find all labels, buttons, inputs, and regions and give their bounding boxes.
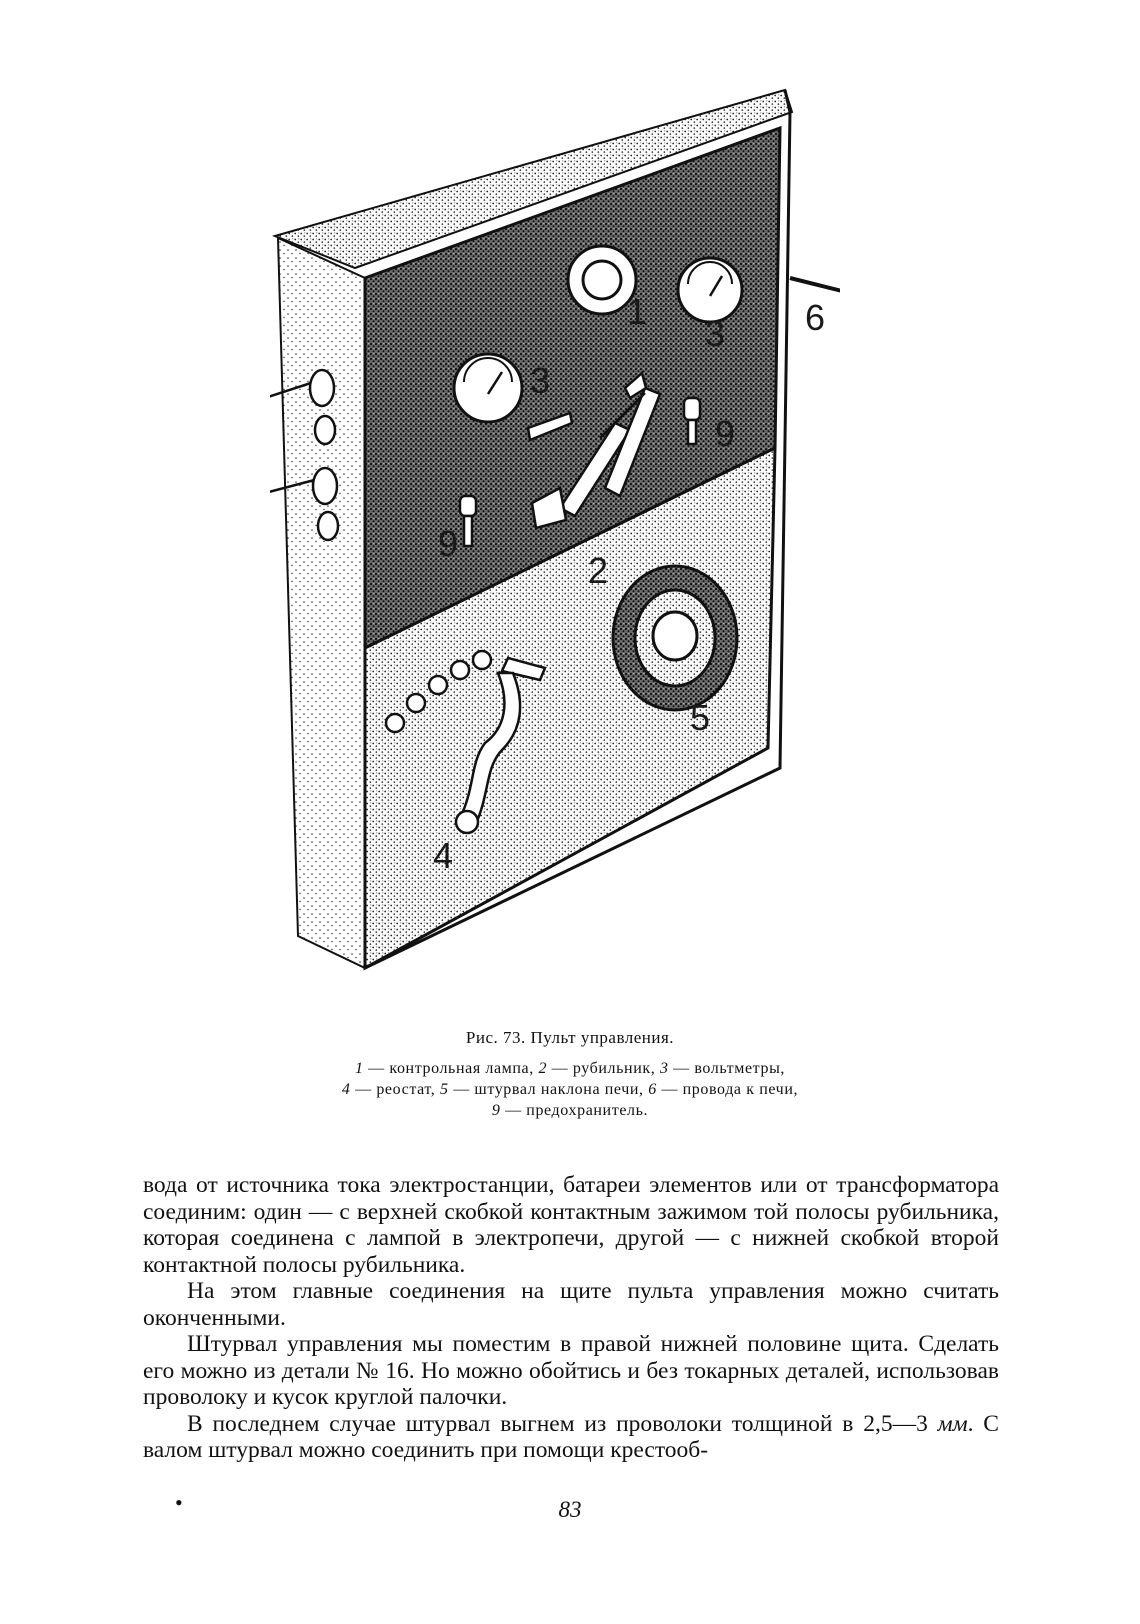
figure-label-1: 1 bbox=[627, 291, 648, 332]
figure-label-5: 5 bbox=[690, 697, 711, 738]
legend-line-3 bbox=[200, 1100, 940, 1121]
tilt-handwheel bbox=[613, 566, 737, 710]
paragraph: Штурвал управления мы поместим в правой нижней половине щита. Сделать его можно из детали № 16. Но можно обойтись и без токарных деталей, использовав проволоку и кусок круглой палочки. bbox=[143, 1331, 999, 1410]
legend-num: 9 bbox=[491, 1102, 501, 1119]
legend-text: — реостат, bbox=[350, 1081, 440, 1098]
figure-label-9-upper: 9 bbox=[715, 413, 736, 454]
caption-legend bbox=[200, 1058, 940, 1121]
voltmeter-left bbox=[454, 354, 522, 422]
legend-num: 2 bbox=[538, 1060, 548, 1077]
legend-num: 6 bbox=[648, 1081, 657, 1098]
paragraph-last bbox=[143, 1411, 999, 1464]
figure-caption bbox=[200, 1028, 940, 1121]
unit-mm: мм bbox=[937, 1410, 968, 1437]
legend-text: — предохранитель. bbox=[500, 1102, 649, 1119]
legend-text: — рубильник, bbox=[547, 1060, 660, 1077]
legend-text: — штурвал наклона печи, bbox=[448, 1081, 649, 1098]
caption-title: Рис. 73. Пульт управления. bbox=[465, 1028, 675, 1047]
legend-text: — контрольная лампа, bbox=[363, 1060, 539, 1077]
figure-control-panel bbox=[270, 88, 840, 1018]
figure-label-6: 6 bbox=[805, 297, 826, 338]
legend-text: — провода к печи, bbox=[656, 1081, 799, 1098]
figure-label-4: 4 bbox=[433, 835, 454, 876]
body-text bbox=[143, 1172, 999, 1464]
margin-dot: • bbox=[175, 1490, 183, 1515]
legend-num: 4 bbox=[341, 1081, 351, 1098]
wires-to-furnace bbox=[790, 278, 840, 293]
figure-label-2: 2 bbox=[588, 550, 609, 591]
control-panel-illustration bbox=[270, 88, 840, 1018]
panel-left-side bbox=[278, 238, 365, 968]
legend-line-2 bbox=[200, 1079, 940, 1100]
figure-label-3-right: 3 bbox=[705, 313, 726, 354]
paragraph: На этом главные соединения на щите пульта управления можно считать оконченными. bbox=[143, 1278, 999, 1331]
paragraph-text: В последнем случае штурвал выгнем из проволоки толщиной в 2,5—3 bbox=[187, 1410, 938, 1437]
paragraph-tail: . С валом штурвал можно соединить при помощи крестооб- bbox=[143, 1410, 999, 1463]
legend-num: 1 bbox=[354, 1060, 364, 1077]
legend-num: 3 bbox=[659, 1060, 669, 1077]
figure-label-9-lower: 9 bbox=[438, 523, 459, 564]
page-number: 83 bbox=[558, 1497, 582, 1522]
legend-line-1 bbox=[200, 1058, 940, 1079]
paragraph: вода от источника тока электростанции, батареи элементов или от трансформатора соединим: один — с верхней скобкой контактным зажимом той полосы рубильника, которая соединена с лампой в электропечи, другой — с нижней скобкой второй контактной полосы рубильника. bbox=[143, 1172, 999, 1278]
figure-label-3-left: 3 bbox=[530, 360, 551, 401]
legend-text: — вольтметры, bbox=[668, 1060, 786, 1077]
legend-num: 5 bbox=[439, 1081, 449, 1098]
